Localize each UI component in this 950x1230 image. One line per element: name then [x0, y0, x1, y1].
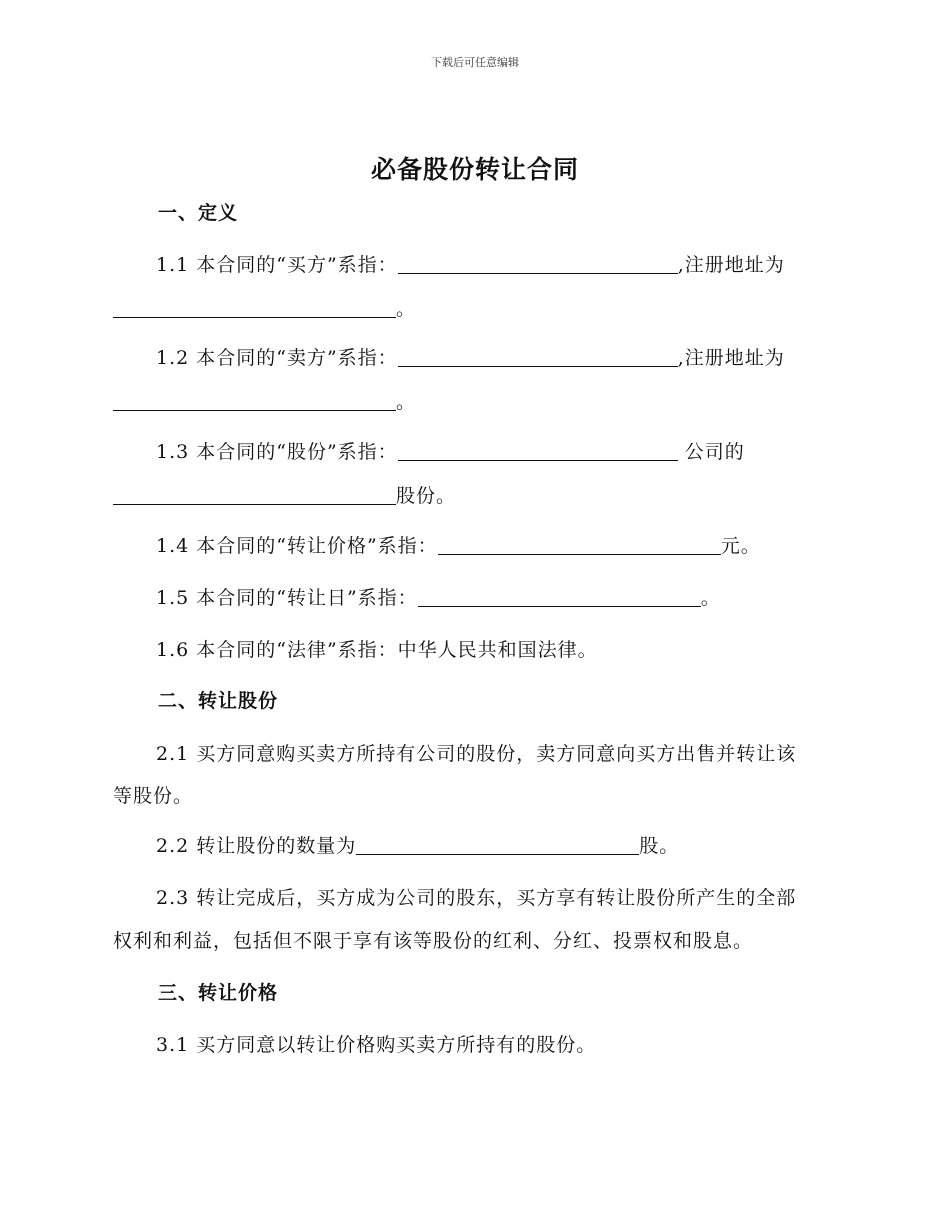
clause-1-1-line2: 。	[113, 294, 416, 321]
document-title: 必备股份转让合同	[370, 155, 579, 184]
seller-address-blank[interactable]	[113, 390, 396, 411]
clause-2-3-line1: 2.3 转让完成后，买方成为公司的股东，买方享有转让股份所产生的全部	[156, 887, 797, 909]
clause-1-3-line2: 股份。	[113, 481, 456, 508]
clause-1-2-line1: 1.2 本合同的“卖方”系指： ,注册地址为	[156, 347, 785, 369]
transfer-date-blank[interactable]	[418, 586, 701, 607]
company-name-blank[interactable]	[398, 440, 678, 461]
buyer-address-blank[interactable]	[113, 297, 396, 318]
clause-3-1: 3.1 买方同意以转让价格购买卖方所持有的股份。	[156, 1034, 597, 1056]
transfer-price-blank[interactable]	[438, 534, 721, 555]
clause-1-4: 1.4 本合同的“转让价格”系指： 元。	[156, 535, 761, 557]
clause-1-1-line1: 1.1 本合同的“买方”系指： ,注册地址为	[156, 254, 785, 276]
section-heading-share-transfer: 二、转让股份	[158, 690, 279, 712]
clause-1-2-line2: 。	[113, 387, 416, 414]
share-amount-blank[interactable]	[113, 484, 396, 505]
buyer-name-blank[interactable]	[398, 253, 678, 274]
section-heading-definitions: 一、定义	[158, 202, 239, 224]
clause-2-2: 2.2 转让股份的数量为 股。	[156, 835, 680, 857]
section-heading-transfer-price: 三、转让价格	[158, 982, 279, 1004]
page-header: 下载后可任意编辑	[431, 56, 519, 69]
seller-name-blank[interactable]	[398, 346, 678, 367]
share-quantity-blank[interactable]	[356, 834, 639, 855]
clause-1-5: 1.5 本合同的“转让日”系指： 。	[156, 587, 721, 609]
clause-2-1-line1: 2.1 买方同意购买卖方所持有公司的股份，卖方同意向买方出售并转让该	[156, 743, 797, 765]
clause-2-1-line2: 等股份。	[113, 785, 194, 807]
clause-1-6: 1.6 本合同的“法律”系指：中华人民共和国法律。	[156, 639, 598, 661]
clause-1-3-line1: 1.3 本合同的“股份”系指： 公司的	[156, 441, 745, 463]
clause-2-3-line2: 权利和利益，包括但不限于享有该等股份的红利、分红、投票权和股息。	[113, 930, 754, 952]
